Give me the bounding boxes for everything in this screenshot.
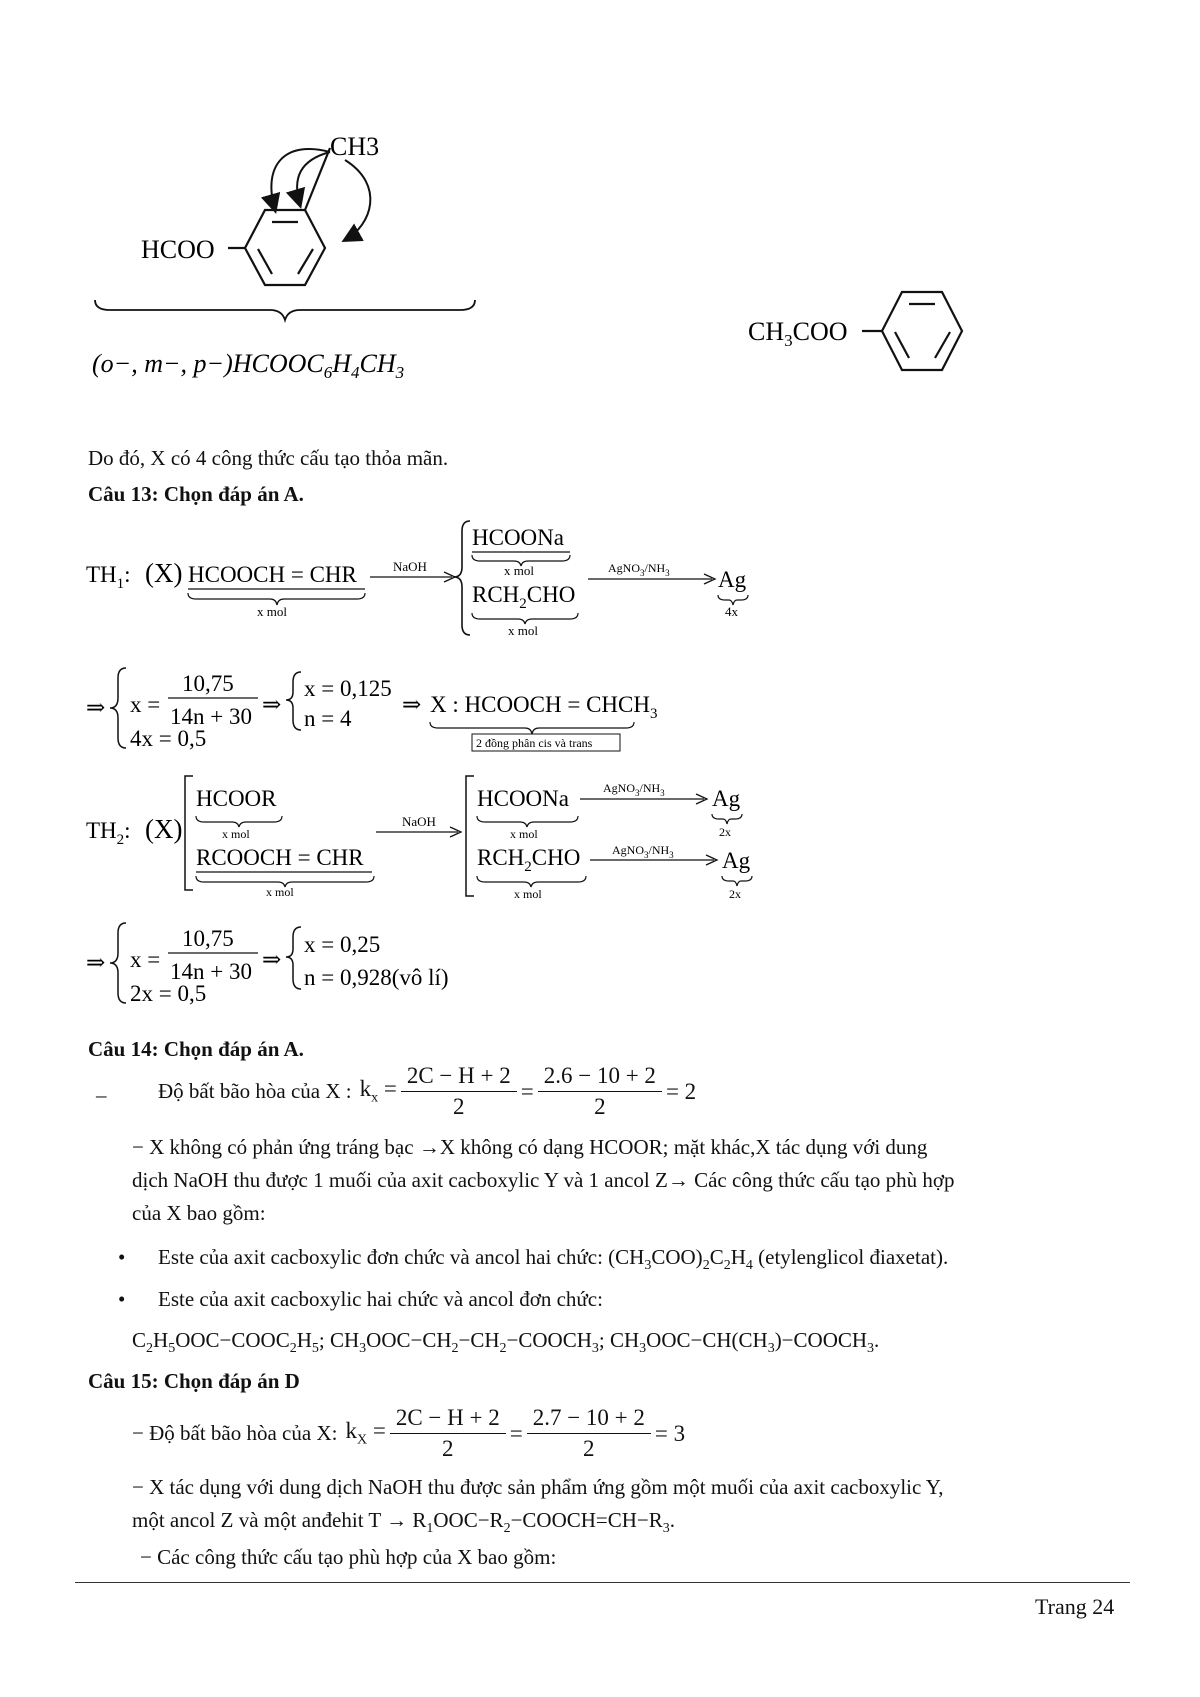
q14-frac2: $\frac{2.6 - 10 + 2}{2}$ [538,1063,662,1120]
svg-text:⇒: ⇒ [86,950,106,975]
svg-text:2x: 2x [729,887,741,901]
svg-text:RCH2CHO: $RCH_2CHO$ [477,845,581,875]
svg-text:AgNO3/NH3: $AgNO_3/NH_3$ [603,781,665,798]
svg-text:2x = 0,5: 2x = 0,5 [130,981,207,1006]
ch3coo-label: $CH_3COO$ [748,317,848,350]
svg-text:NaOH: NaOH [402,814,436,829]
svg-text:10,75: 10,75 [182,671,234,696]
q14-dash: – [96,1083,107,1107]
benzene-ring-left [228,148,330,285]
svg-text:Ag: Ag [718,567,747,592]
arrow-ortho [271,149,330,210]
th1-rch2cho: $RCH_2CHO$ [472,582,576,612]
svg-text:14n + 30: 14n + 30 [170,959,252,984]
ch3-label: CH3 [330,132,380,161]
svg-text:n = 0,928(vô lí): n = 0,928(vô lí) [304,965,449,990]
q14-bullet1: Este của axit cacboxylic đơn chức và ancol hai chức: $(CH_3COO)_2C_2H_4$ (etylenglicol điaxetat). [158,1245,949,1274]
q14-heading: Câu 14: Chọn đáp án A. [88,1037,304,1061]
bullet-icon: • [118,1245,126,1269]
svg-text:x = 0,125: x = 0,125 [304,676,392,701]
svg-text:x =: x = [130,947,161,972]
svg-text:X : HCOOCH = CHCH3: X : HCOOCH = $CHCH_3$ [430,692,658,722]
svg-text:x =: x = [130,692,161,717]
svg-text:x mol: x mol [257,604,287,619]
q15-frac1: $\frac{2C - H + 2}{2}$ [390,1405,506,1462]
svg-text:(X): (X) [145,814,183,844]
q14-k-var: $k_x$ = [359,1076,397,1106]
q14-p3: của X bao gồm: [132,1201,266,1225]
bullet-icon: • [118,1287,126,1311]
svg-text:x = 0,25: x = 0,25 [304,932,381,957]
svg-text:10,75: 10,75 [182,926,234,951]
q14-k-label: Độ bất bão hòa của X : [158,1079,352,1103]
q14-frac1: $\frac{2C - H + 2}{2}$ [401,1063,517,1120]
q15-k-result: = 3 [654,1420,686,1446]
svg-text:x mol: x mol [504,563,534,578]
q15-k-row: − Độ bất bão hòa của X: $k_X$ = $\frac{2C - H + 2}{2}$ = $\frac{2.7 - 10 + 2}{2}$ = 3 [132,1405,686,1461]
th1-hcoona: HCOONa [472,525,564,550]
svg-text:HCOONa: HCOONa [477,786,569,811]
q14-k-row: Độ bất bão hòa của X : $k_x$ = $\frac{2C - H + 2}{2}$ = $\frac{2.6 - 10 + 2}{2}$ = 2 [158,1063,697,1119]
q13-heading: Câu 13: Chọn đáp án A. [88,482,304,506]
svg-text:x mol: x mol [514,887,542,901]
structure-area [0,0,1200,440]
svg-text:Ag: Ag [712,786,741,811]
q14-p1: − X không có phản ứng tráng bạc →X không có dạng HCOOR; mặt khác,X tác dụng với dung [132,1135,928,1159]
q14-k-result: = 2 [665,1078,697,1104]
footer-divider [75,1582,1130,1583]
svg-text:Ag: Ag [722,848,751,873]
q14-p2: dịch NaOH thu được 1 muối của axit cacboxylic Y và 1 ancol Z→ Các công thức cấu tạo phù hợp [132,1168,955,1192]
isomer-caption: (o−, m−, $p-)HCOOC_6H_4CH_3$ [92,349,405,382]
svg-text:⇒: ⇒ [402,692,422,717]
svg-text:RCOOCH = CHR: RCOOCH = CHR [196,845,364,870]
q15-p3: − Các công thức cấu tạo phù hợp của X bao gồm: [140,1545,557,1569]
svg-text:x mol: x mol [266,885,294,899]
th1-scheme [0,515,1200,650]
svg-text:⇒: ⇒ [86,695,106,720]
svg-text:x mol: x mol [222,827,250,841]
q14-bullet2: Este của axit cacboxylic hai chức và ancol đơn chức: [158,1287,603,1311]
svg-text:TH2:: $TH_2$: [86,818,131,848]
q15-k-var: $k_X$ = [345,1418,386,1448]
hcoo-label: HCOO [141,235,215,264]
svg-text:NaOH: NaOH [393,559,427,574]
th2-scheme [0,768,1200,903]
svg-text:2x: 2x [719,825,731,839]
svg-text:n = 4: n = 4 [304,706,352,731]
arrow-meta [345,160,370,240]
svg-text:AgNO3/NH3: $AgNO_3/NH_3$ [612,843,674,860]
svg-text:(X): (X) [145,558,183,588]
svg-text:HCOOR: HCOOR [196,786,277,811]
svg-text:⇒: ⇒ [262,692,282,717]
q15-k-label: − Độ bất bão hòa của X: [132,1421,338,1445]
q15-frac2: $\frac{2.7 - 10 + 2}{2}$ [527,1405,651,1462]
benzene-ring-right [862,292,962,370]
svg-text:TH1:: $TH_1$: [86,562,131,592]
svg-text:x mol: x mol [508,623,538,638]
structure-diagram [0,0,1200,440]
q15-heading: Câu 15: Chọn đáp án D [88,1369,300,1393]
svg-text:4x = 0,5: 4x = 0,5 [130,726,207,751]
svg-text:4x: 4x [725,604,738,619]
svg-text:14n + 30: 14n + 30 [170,704,252,729]
conclusion-12: Do đó, X có 4 công thức cấu tạo thỏa mãn. [88,446,449,470]
q15-p1: − X tác dụng với dung dịch NaOH thu được sản phẩm ứng gồm một muối của axit cacboxylic Y, [132,1475,944,1499]
svg-text:x mol: x mol [510,827,538,841]
underbrace [95,300,475,320]
svg-text:⇒: ⇒ [262,947,282,972]
svg-text:AgNO3/NH3: $AgNO_3/NH_3$ [608,561,670,578]
th1-reactant: HCOOCH = CHR [188,562,357,587]
q14-formulas: $C_2H_5OOC-COOC_2H_5$; $CH_3OOC-CH_2-CH_2-COOCH_3$; $CH_3OOC-CH(CH_3)-COOCH_3$. [132,1328,880,1357]
th1-equations [0,660,1200,760]
page-number: Trang 24 [1035,1594,1115,1619]
svg-text:2 đồng phân cis và trans: 2 đồng phân cis và trans [476,736,593,750]
q15-p2: một ancol Z và một anđehit $T \to R_1OOC-R_2-COOCH=CH-R_3$. [132,1508,676,1537]
th2-equations [0,915,1200,1010]
